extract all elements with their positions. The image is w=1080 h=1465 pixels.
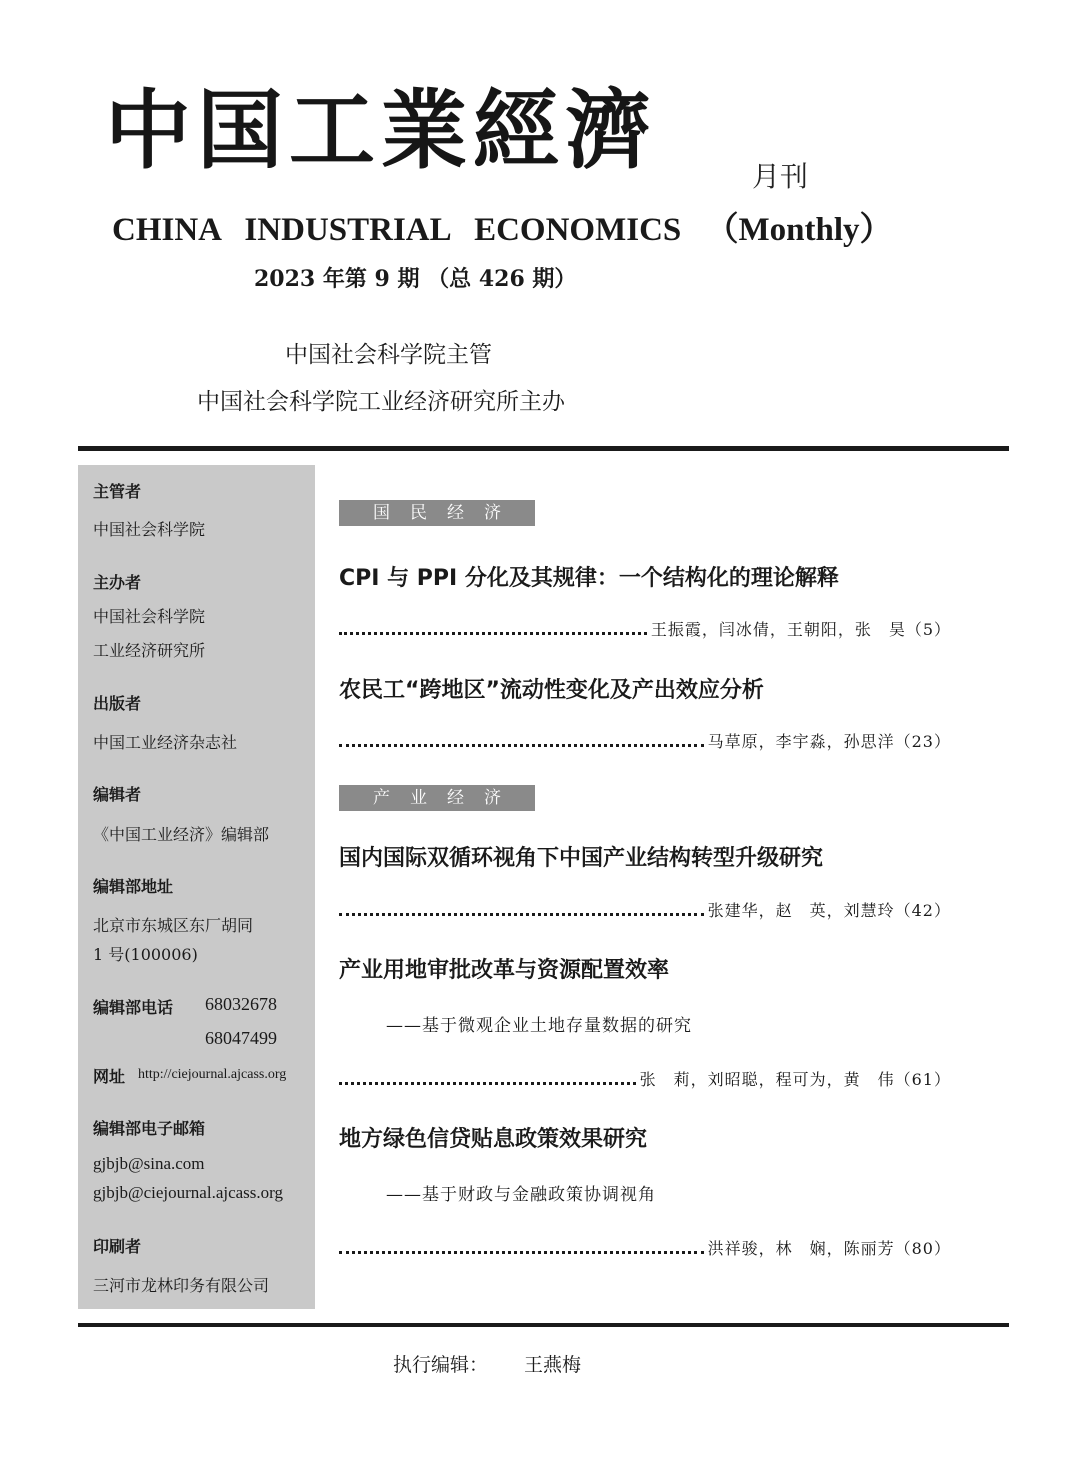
editor-label: 编辑者 — [93, 785, 142, 804]
supervisor-label: 主管者 — [93, 482, 142, 501]
journal-title-cn: 中国工業經濟 — [105, 80, 657, 181]
bottom-divider — [78, 1323, 1009, 1327]
dot-leader — [339, 744, 704, 747]
journal-title-en: CHINA INDUSTRIAL ECONOMICS （Monthly） — [112, 212, 893, 248]
executive-editor-name: 王燕梅 — [524, 1354, 582, 1376]
printer-value: 三河市龙林印务有限公司 — [93, 1276, 270, 1295]
phone-value-2: 68047499 — [205, 1028, 277, 1048]
sponsor-label: 主办者 — [93, 573, 142, 592]
article-authors: 王振霞，闫冰倩，王朝阳，张 昊（5） — [650, 620, 951, 639]
top-divider — [78, 446, 1009, 451]
editor-value: 《中国工业经济》编辑部 — [93, 825, 270, 844]
article-title: 农民工“跨地区”流动性变化及产出效应分析 — [339, 678, 764, 703]
article-authors: 张 莉，刘昭聪，程可为，黄 伟（61） — [639, 1070, 951, 1089]
dot-leader — [339, 632, 647, 635]
sponsor-value-1: 中国社会科学院 — [93, 607, 206, 626]
article-title: 国内国际双循环视角下中国产业结构转型升级研究 — [339, 846, 824, 871]
sponsor-value-2: 工业经济研究所 — [93, 641, 206, 660]
supervisor-line: 中国社会科学院主管 — [285, 342, 492, 368]
article-authors: 马草原，李宇淼，孙思洋（23） — [707, 732, 951, 751]
monthly-label: 月刊 — [752, 160, 809, 193]
article-title: 产业用地审批改革与资源配置效率 — [339, 958, 670, 983]
dot-leader — [339, 1251, 704, 1254]
article-byline — [339, 1237, 951, 1259]
info-sidebar — [78, 465, 315, 1309]
dot-leader — [339, 1082, 636, 1085]
address-label: 编辑部地址 — [93, 877, 174, 896]
website-label: 网址 — [93, 1067, 126, 1086]
sponsor-line: 中国社会科学院工业经济研究所主办 — [197, 389, 565, 415]
article-byline — [339, 1068, 951, 1090]
article-subtitle: ——基于微观企业土地存量数据的研究 — [386, 1016, 692, 1036]
article-byline — [339, 899, 951, 921]
section-header-national-economy: 国民经济 — [339, 500, 535, 526]
issue-number: 2023 年第 9 期 （总 426 期） — [254, 266, 577, 292]
printer-label: 印刷者 — [93, 1237, 142, 1256]
article-title: CPI 与 PPI 分化及其规律：一个结构化的理论解释 — [339, 566, 839, 591]
publisher-label: 出版者 — [93, 694, 142, 713]
phone-label: 编辑部电话 — [93, 998, 174, 1017]
article-authors: 张建华，赵 英，刘慧玲（42） — [707, 901, 951, 920]
phone-value-1: 68032678 — [205, 994, 277, 1014]
website-value: http://ciejournal.ajcass.org — [138, 1067, 287, 1082]
email-value-2: gjbjb@ciejournal.ajcass.org — [93, 1183, 284, 1202]
supervisor-value: 中国社会科学院 — [93, 520, 206, 539]
email-value-1: gjbjb@sina.com — [93, 1154, 205, 1173]
address-value-1: 北京市东城区东厂胡同 — [93, 916, 254, 935]
executive-editor-label: 执行编辑： — [393, 1354, 489, 1376]
email-label: 编辑部电子邮箱 — [93, 1119, 206, 1138]
address-value-2: 1 号(100006) — [93, 945, 198, 964]
article-subtitle: ——基于财政与金融政策协调视角 — [386, 1185, 656, 1205]
publisher-value: 中国工业经济杂志社 — [93, 733, 238, 752]
article-authors: 洪祥骏，林 娴，陈丽芳（80） — [707, 1239, 951, 1258]
article-byline — [339, 730, 951, 752]
section-header-industrial-economy: 产业经济 — [339, 785, 535, 811]
article-title: 地方绿色信贷贴息政策效果研究 — [339, 1127, 648, 1152]
dot-leader — [339, 913, 704, 916]
article-byline — [339, 618, 951, 640]
